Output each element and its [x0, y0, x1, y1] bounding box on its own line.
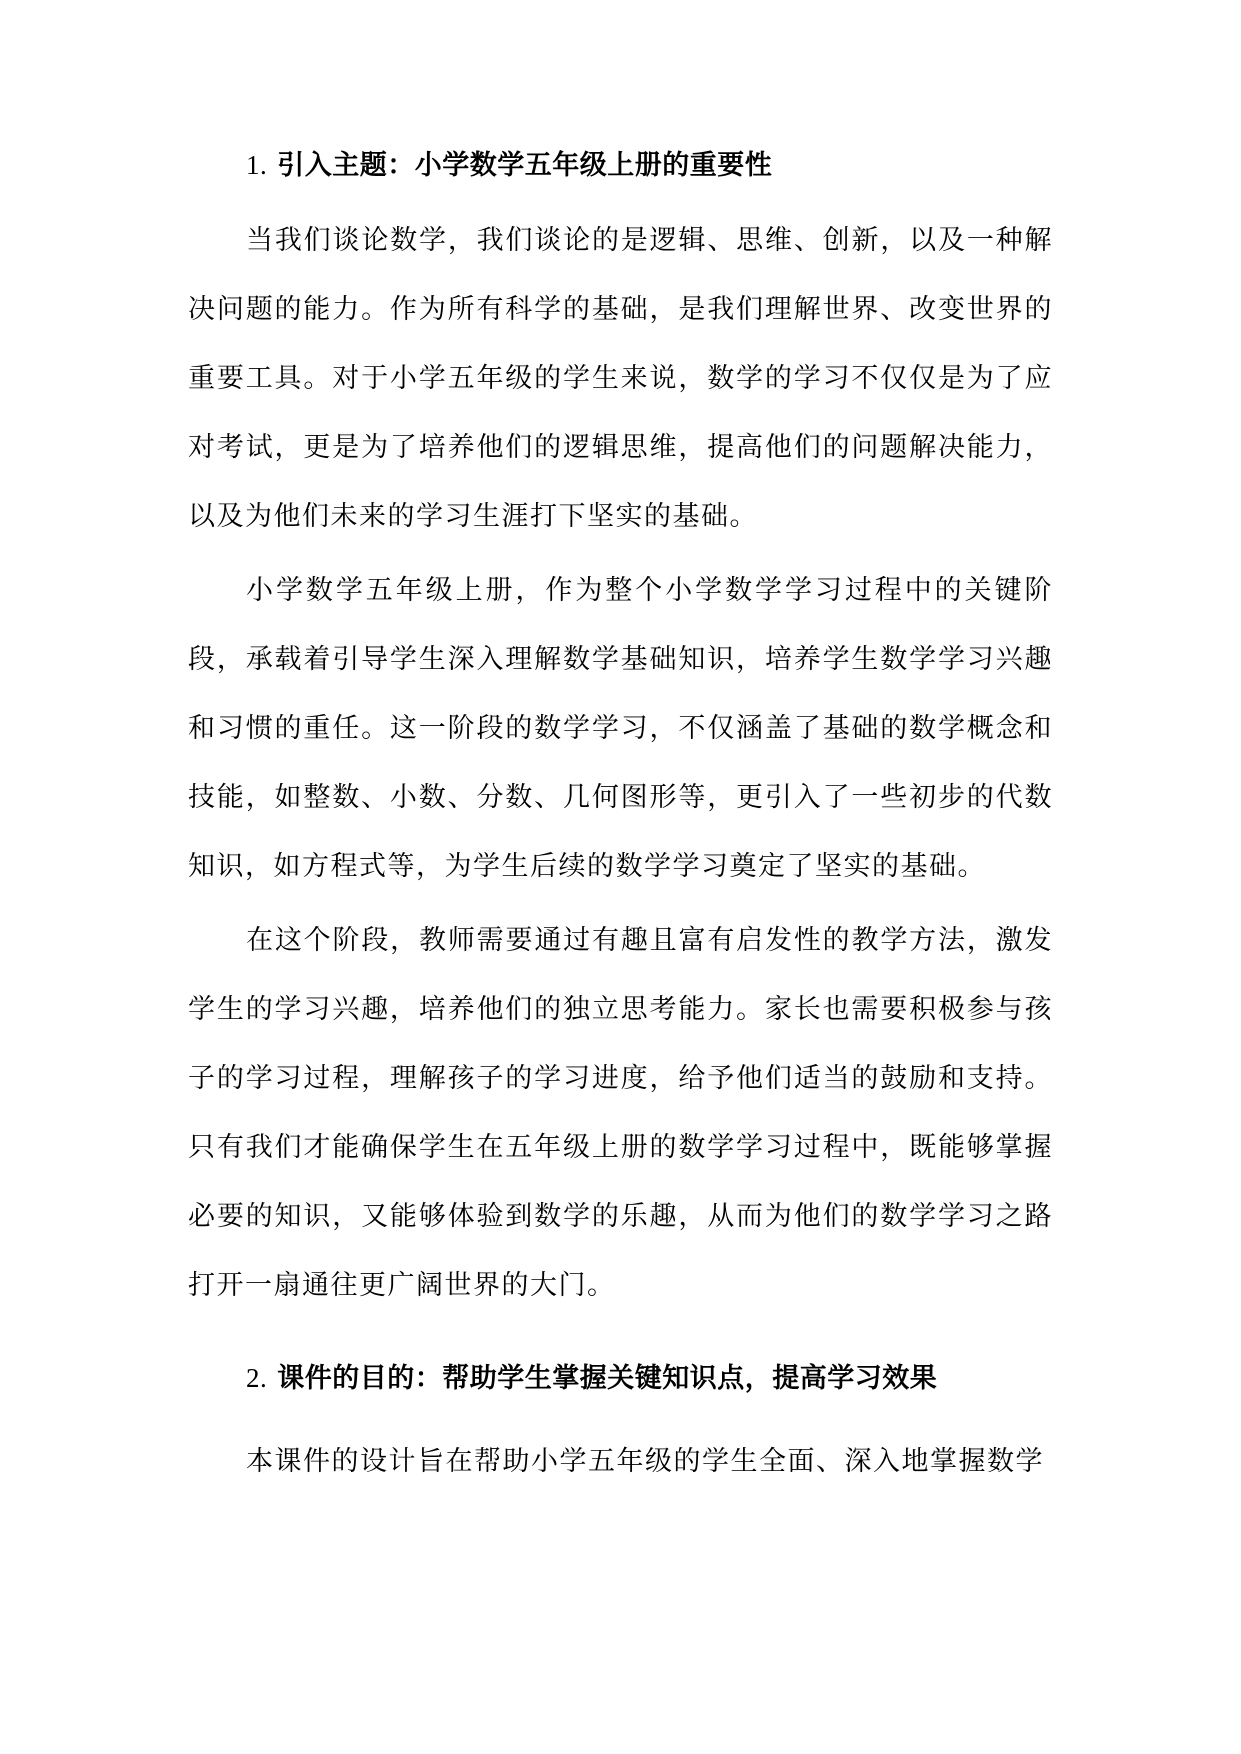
paragraph: 当我们谈论数学，我们谈论的是逻辑、思维、创新，以及一种解决问题的能力。作为所有科学的基础，是我们理解世界、改变世界的重要工具。对于小学五年级的学生来说，数学的学习不仅仅是为了应对考试，更是为了培养他们的逻辑思维，提高他们的问题解决能力，以及为他们未来的学习生涯打下坚实的基础。	[188, 225, 1053, 532]
section-title-1: 引入主题：小学数学五年级上册的重要性	[277, 150, 773, 181]
section-number-2: 2.	[246, 1363, 268, 1393]
section-title-2: 课件的目的：帮助学生掌握关键知识点，提高学习效果	[277, 1363, 938, 1394]
paragraph: 小学数学五年级上册，作为整个小学数学学习过程中的关键阶段，承载着引导学生深入理解数学基础知识，培养学生数学学习兴趣和习惯的重任。这一阶段的数学学习，不仅涵盖了基础的数学概念和技能，如整数、小数、分数、几何图形等，更引入了一些初步的代数知识，如方程式等，为学生后续的数学学习奠定了坚实的基础。	[188, 575, 1053, 882]
document-body	[188, 145, 1053, 1496]
section-heading-1	[188, 145, 1053, 186]
paragraph: 本课件的设计旨在帮助小学五年级的学生全面、深入地掌握数学	[246, 1446, 1044, 1477]
paragraph: 在这个阶段，教师需要通过有趣且富有启发性的教学方法，激发学生的学习兴趣，培养他们的独立思考能力。家长也需要积极参与孩子的学习过程，理解孩子的学习进度，给予他们适当的鼓励和支持。只有我们才能确保学生在五年级上册的数学学习过程中，既能够掌握必要的知识，又能够体验到数学的乐趣，从而为他们的数学学习之路打开一扇通往更广阔世界的大门。	[188, 925, 1053, 1301]
section-number-1: 1.	[246, 150, 268, 180]
section-heading-2	[188, 1358, 1053, 1399]
